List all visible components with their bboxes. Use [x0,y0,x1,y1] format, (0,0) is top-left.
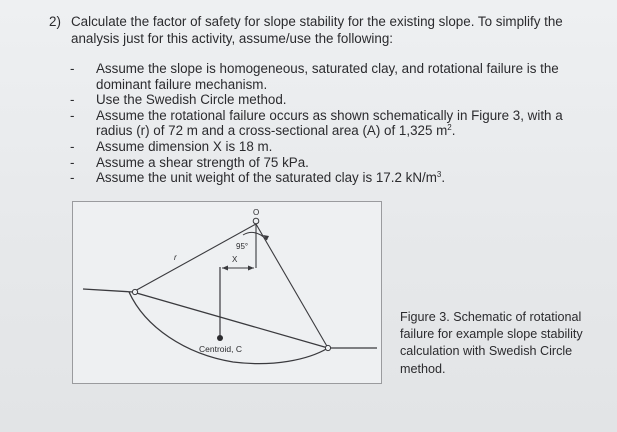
list-item [70,108,590,139]
bullet-dash: - [70,154,75,170]
assumption-text: Assume the slope is homogeneous, saturated clay, and rotational failure is the dominant failure mechanism. [96,61,559,92]
label-centroid: Centroid, C [199,344,242,354]
ground-surface-upper [83,289,133,292]
assumption-text-main: Assume the rotational failure occurs as shown schematically in Figure 3, with a radius (r) of 72 m and a cross-sectional area (A) of 1,325 m [96,107,563,139]
list-item [70,155,590,171]
assumption-list [70,61,590,186]
figure-3-schematic [72,201,382,384]
radius-line-right [256,224,328,348]
angle-arc [243,232,267,240]
superscript: 3 [436,170,442,180]
slope-face [133,292,328,348]
assumption-text-end: . [451,123,456,139]
center-point-o [253,218,259,224]
label-x: X [232,255,238,264]
label-angle: 95° [236,242,249,251]
list-item [70,170,590,186]
bullet-dash: - [70,107,75,123]
assumption-text [96,170,445,185]
radius-line-left [133,224,256,292]
assumption-text: Assume a shear strength of 75 kPa. [96,154,309,170]
x-arrow-left [222,266,228,271]
list-item [70,92,590,108]
bullet-dash: - [70,92,75,108]
question-text: Calculate the factor of safety for slope stability for the existing slope. To simplify the analysis just for this activity, assume/use the following: [71,14,563,46]
superscript: 2 [447,123,452,133]
x-arrow-right [248,266,254,271]
label-o: O [253,208,260,217]
list-item [70,61,590,92]
slope-diagram [73,202,383,385]
assumption-text: Assume dimension X is 18 m. [96,138,273,154]
figure-caption: Figure 3. Schematic of rotational failure for example slope stability calculation with Swedish Circle method. [400,310,583,376]
assumption-text-main: Assume the unit weight of the saturated clay is 17.2 kN/m [96,170,437,186]
bullet-dash: - [70,138,75,154]
list-item [70,139,590,155]
toe-point [325,345,330,350]
question-number: 2) [49,14,61,29]
centroid-point [217,335,223,341]
bullet-dash: - [70,61,75,76]
bullet-dash: - [70,170,75,186]
assumption-text-end: . [441,170,446,186]
label-r: r [174,253,177,262]
assumption-text: Use the Swedish Circle method. [96,92,287,108]
assumption-text [96,108,563,139]
crest-point [132,289,137,294]
